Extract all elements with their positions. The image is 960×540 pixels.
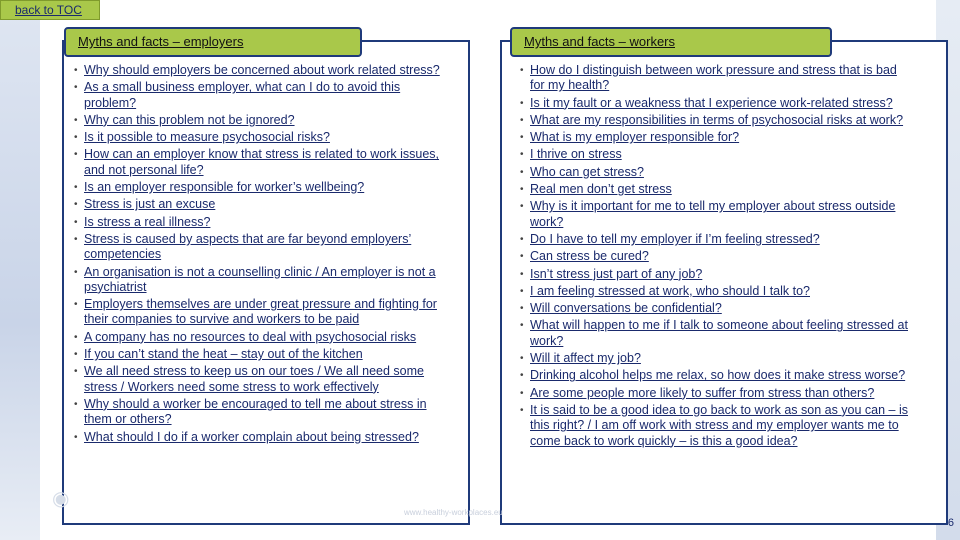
footer-url: www.healthy-workplaces.eu [404,508,503,517]
list-item [520,403,912,449]
question-link[interactable]: What is my employer responsible for? [530,130,740,145]
bullet-icon: • [520,353,524,365]
question-link[interactable]: Why should employers be concerned about work related stress? [84,63,440,77]
question-link[interactable]: How can an employer know that stress is related to work issues, and not personal life? [84,147,440,177]
bullet-icon: • [520,132,524,144]
list-item [74,347,442,362]
question-link[interactable]: We all need stress to keep us on our toes / We all need some stress / Workers need some stress to work effectively [84,364,425,394]
list-item [74,364,442,395]
question-link[interactable]: As a small business employer, what can I do to avoid this problem? [84,80,401,110]
question-link[interactable]: Drinking alcohol helps me relax, so how does it make stress worse? [530,368,906,383]
bullet-icon: • [74,233,78,245]
bullet-icon: • [74,216,78,228]
question-link[interactable]: Why can this problem not be ignored? [84,112,295,127]
bullet-icon: • [520,370,524,382]
list-item [520,96,912,111]
list-item [520,368,912,383]
bullet-icon: • [74,132,78,144]
bullet-icon: • [74,199,78,211]
question-link[interactable]: Is stress a real illness? [84,214,211,229]
bullet-icon: • [520,268,524,280]
list-item [520,301,912,316]
list-item [520,249,912,264]
list-item [520,386,912,401]
bullet-icon: • [74,82,78,94]
list-item [74,113,442,128]
question-link[interactable]: Can stress be cured? [530,249,649,264]
question-link[interactable]: Who can get stress? [530,164,644,179]
list-item [74,147,442,178]
question-link[interactable]: I thrive on stress [530,147,622,162]
bullet-icon: • [74,65,78,76]
list-item [74,130,442,145]
bullet-icon: • [74,398,78,410]
question-link[interactable]: Why should a worker be encouraged to tell me about stress in them or others? [84,396,427,427]
osha-logo-watermark-icon: ◉ [52,488,70,510]
bullet-icon: • [520,404,524,416]
list-item [74,430,442,445]
bullet-icon: • [520,303,524,315]
question-link[interactable]: Isn’t stress just part of any job? [530,266,703,281]
question-link[interactable]: Is it my fault or a weakness that I experience work-related stress? [530,95,893,110]
left-decorative-band [0,0,40,540]
question-link[interactable]: Are some people more likely to suffer from stress than others? [530,385,875,400]
bullet-icon: • [74,299,78,311]
bullet-icon: • [74,349,78,361]
bullet-icon: • [520,166,524,178]
list-item [520,199,912,230]
bullet-icon: • [74,366,78,378]
question-link[interactable]: Is it possible to measure psychosocial risks? [84,130,330,145]
question-link[interactable]: Why is it important for me to tell my employer about stress outside work? [530,199,896,229]
question-link[interactable]: I am feeling stressed at work, who should I talk to? [530,283,810,298]
bullet-icon: • [74,266,78,278]
question-link[interactable]: Stress is just an excuse [84,197,216,212]
page-number: 6 [947,517,954,529]
workers-question-list [520,63,912,451]
question-link[interactable]: Do I have to tell my employer if I’m feeling stressed? [530,231,820,246]
question-link[interactable]: Real men don’t get stress [530,182,672,197]
bullet-icon: • [520,114,524,126]
bullet-icon: • [74,149,78,161]
bullet-icon: • [520,251,524,263]
question-link[interactable]: Is an employer responsible for worker’s wellbeing? [84,180,365,195]
list-item [74,397,442,428]
question-link[interactable]: What are my responsibilities in terms of psychosocial risks at work? [530,112,904,127]
bullet-icon: • [74,331,78,343]
list-item [520,232,912,247]
list-item [74,197,442,212]
list-item [520,351,912,366]
question-link[interactable]: How do I distinguish between work pressure and stress that is bad for my health? [530,63,897,93]
question-link[interactable]: It is said to be a good idea to go back to work as son as you can – is this right? / I am off work with stress and my employer wants me to come back to work quickly – is this a good idea? [530,402,909,448]
employers-question-list [74,63,442,447]
employers-panel-title[interactable]: Myths and facts – employers [64,27,362,57]
workers-panel-title[interactable]: Myths and facts – workers [510,27,832,57]
bullet-icon: • [520,320,524,332]
list-item [520,63,912,94]
question-link[interactable]: What should I do if a worker complain about being stressed? [84,429,419,444]
question-link[interactable]: What will happen to me if I talk to someone about feeling stressed at work? [530,318,908,348]
question-link[interactable]: Stress is caused by aspects that are far beyond employers’ competencies [84,231,412,262]
question-link[interactable]: If you can’t stand the heat – stay out of the kitchen [84,347,363,362]
bullet-icon: • [74,182,78,194]
list-item [74,63,442,78]
question-link[interactable]: Will conversations be confidential? [530,301,722,316]
list-item [74,215,442,230]
bullet-icon: • [520,184,524,196]
bullet-icon: • [520,387,524,399]
list-item [520,182,912,197]
question-link[interactable]: An organisation is not a counselling clinic / An employer is not a psychiatrist [84,264,436,294]
bullet-icon: • [520,97,524,109]
list-item [74,330,442,345]
list-item [520,267,912,282]
bullet-icon: • [520,149,524,161]
list-item [520,113,912,128]
question-link[interactable]: Employers themselves are under great pressure and fighting for their companies to survive and workers to be paid [84,297,437,327]
bullet-icon: • [74,431,78,443]
list-item [520,318,912,349]
bullet-icon: • [520,233,524,245]
back-to-toc-link[interactable]: back to TOC [0,0,100,20]
bullet-icon: • [74,114,78,126]
question-link[interactable]: A company has no resources to deal with psychosocial risks [84,329,417,344]
list-item [74,297,442,328]
list-item [74,80,442,111]
list-item [74,232,442,263]
bullet-icon: • [520,201,524,213]
list-item [520,284,912,299]
bullet-icon: • [520,285,524,297]
list-item [74,265,442,296]
list-item [520,147,912,162]
question-link[interactable]: Will it affect my job? [530,351,641,366]
list-item [520,130,912,145]
bullet-icon: • [520,65,524,76]
list-item [74,180,442,195]
list-item [520,165,912,180]
